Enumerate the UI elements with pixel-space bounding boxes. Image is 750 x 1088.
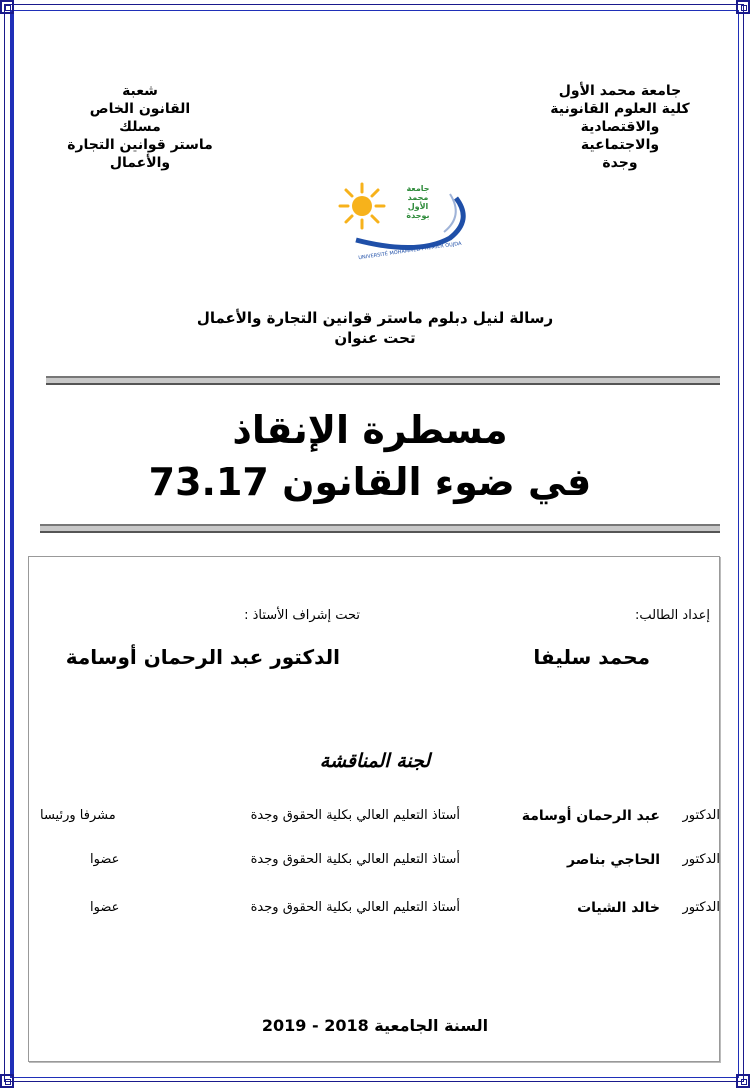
member-position: أستاذ التعليم العالي بكلية الحقوق وجدة (250, 808, 460, 823)
thesis-degree: رسالة لنيل دبلوم ماستر قوانين التجارة والأعمال (196, 309, 554, 327)
member-name: الحاجي بناصر (567, 852, 660, 868)
logo-arc-text: UNIVERSITÉ MOHAMMED PREMIER OUJDA (358, 240, 462, 262)
university-header (510, 82, 730, 172)
thesis-statement (150, 308, 600, 348)
member-role: عضوا (90, 852, 120, 867)
corner-ornament-bottom-right (736, 1074, 750, 1088)
member-name: خالد الشيات (577, 900, 660, 916)
faculty-name-cont: والاجتماعية (580, 137, 660, 153)
title-line-1: مسطرة الإنقاذ (232, 408, 508, 452)
member-position: أستاذ التعليم العالي بكلية الحقوق وجدة (250, 900, 460, 915)
city-name: وجدة (602, 155, 638, 171)
student-label: إعداد الطالب: (634, 608, 710, 623)
committee-heading: لجنة المناقشة (319, 750, 431, 772)
department-name: القانون الخاص (89, 101, 191, 117)
member-title: الدكتور (682, 852, 720, 867)
supervisor-name: الدكتور عبد الرحمان أوسامة (65, 645, 340, 669)
logo-arabic-text: جامعة محمد الأول بوجدة (406, 184, 430, 220)
thesis-under-title: تحت عنوان (334, 329, 416, 347)
track-name: ماستر قوانين التجارة والأعمال (67, 137, 213, 171)
corner-ornament-top-right (736, 0, 750, 14)
university-name: جامعة محمد الأول (558, 83, 682, 99)
member-role: عضوا (90, 900, 120, 915)
university-logo (338, 178, 478, 262)
member-title: الدكتور (682, 808, 720, 823)
supervisor-label: تحت إشراف الأستاذ : (244, 608, 360, 623)
committee-member-row (40, 852, 720, 872)
committee-member-row (40, 900, 720, 920)
member-title: الدكتور (682, 900, 720, 915)
member-position: أستاذ التعليم العالي بكلية الحقوق وجدة (250, 852, 460, 867)
divider-bar-bottom (40, 524, 720, 533)
corner-ornament-bottom-left (0, 1074, 14, 1088)
member-role: مشرفا ورئيسا (40, 808, 116, 823)
committee-member-row (40, 808, 720, 828)
student-name: محمد سليفا (533, 645, 650, 669)
title-line-2: في ضوء القانون 73.17 (148, 460, 592, 504)
faculty-name: كلية العلوم القانونية والاقتصادية (550, 101, 690, 135)
divider-bar-top (46, 376, 720, 385)
corner-ornament-top-left (0, 0, 14, 14)
academic-year: السنة الجامعية 2018 - 2019 (261, 1016, 489, 1035)
track-label: مسلك (119, 119, 161, 135)
department-header (40, 82, 240, 172)
department-label: شعبة (122, 83, 158, 99)
member-name: عبد الرحمان أوسامة (521, 808, 660, 824)
main-title (60, 404, 680, 508)
